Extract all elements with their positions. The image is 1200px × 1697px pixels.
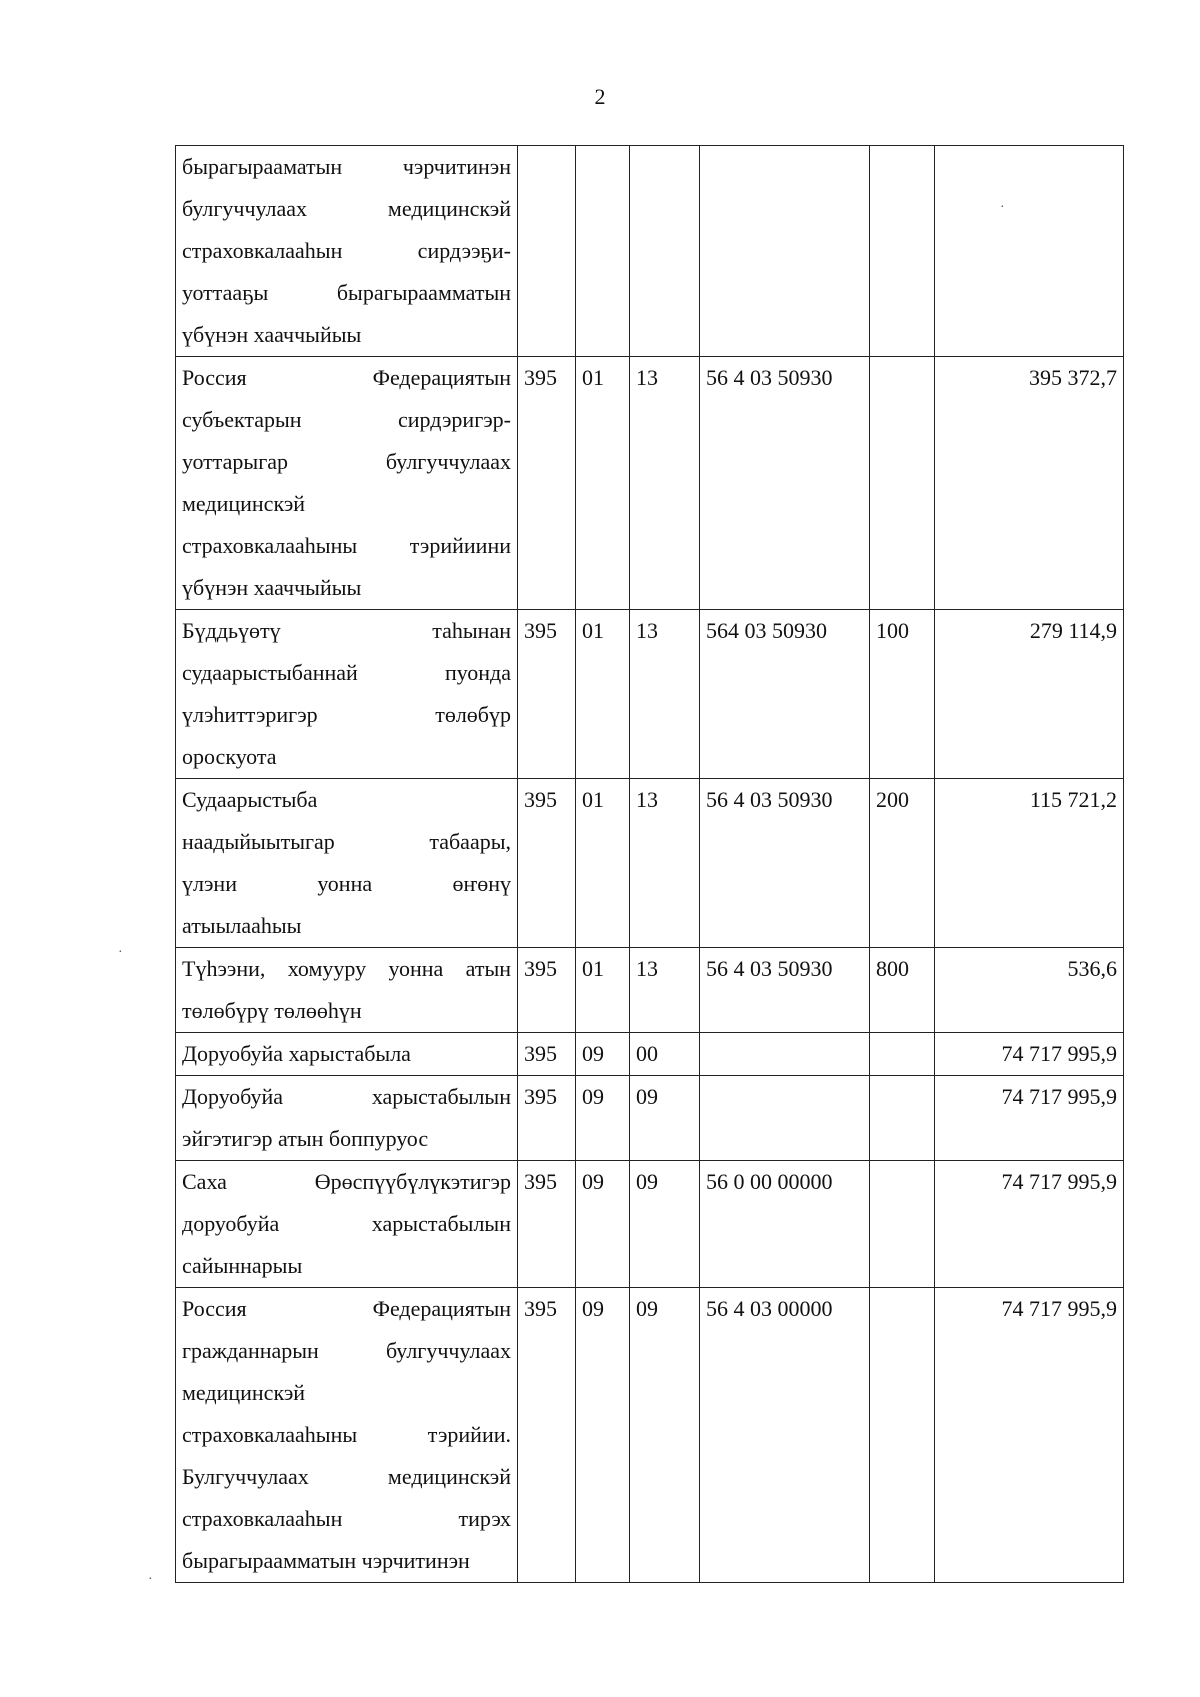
table-row <box>176 610 1124 779</box>
ministry-code: 395 <box>518 1033 576 1076</box>
expense-type-code: 100 <box>870 610 935 779</box>
row-description <box>176 1161 518 1288</box>
section-code: 09 <box>576 1076 630 1161</box>
row-description <box>176 610 518 779</box>
table-row <box>176 1161 1124 1288</box>
page-number: 2 <box>594 84 606 109</box>
description-line: страховкалааһыны тэрийии. <box>182 1422 511 1447</box>
expense-type-code <box>870 357 935 610</box>
row-description <box>176 1076 518 1161</box>
description-line: булгуччулаах медицинскэй <box>182 196 511 221</box>
table-body <box>176 146 1124 1583</box>
subsection-code: 13 <box>630 779 700 948</box>
target-article-code <box>700 1076 870 1161</box>
description-line: үлэни уонна өҥөнү <box>182 871 511 896</box>
description-line: сайыннарыы <box>182 1253 303 1278</box>
budget-table <box>175 145 1124 1583</box>
expense-type-code: 200 <box>870 779 935 948</box>
ministry-code: 395 <box>518 779 576 948</box>
section-code: 01 <box>576 610 630 779</box>
subsection-code: 09 <box>630 1161 700 1288</box>
target-article-code: 564 03 50930 <box>700 610 870 779</box>
table-row <box>176 1288 1124 1583</box>
table-row <box>176 948 1124 1033</box>
table-row <box>176 779 1124 948</box>
expense-type-code: 800 <box>870 948 935 1033</box>
subsection-code: 13 <box>630 357 700 610</box>
row-description <box>176 779 518 948</box>
subsection-code: 09 <box>630 1076 700 1161</box>
target-article-code <box>700 146 870 357</box>
description-line: атыылааһыы <box>182 913 302 938</box>
subsection-code <box>630 146 700 357</box>
description-line: страховкалааһын сирдээҕи- <box>182 238 511 263</box>
section-code: 09 <box>576 1288 630 1583</box>
expense-type-code <box>870 1033 935 1076</box>
description-line: медицинскэй <box>182 1380 306 1405</box>
ministry-code: 395 <box>518 610 576 779</box>
description-line: Булгуччулаах медицинскэй <box>182 1464 511 1489</box>
description-line: Россия Федерациятын <box>182 1296 511 1321</box>
target-article-code: 56 4 03 50930 <box>700 948 870 1033</box>
amount: 395 372,7 <box>935 357 1124 610</box>
amount: 536,6 <box>935 948 1124 1033</box>
description-line: Доруобуйа харыстабыла <box>182 1041 411 1066</box>
scan-speck: · <box>148 1572 153 1587</box>
target-article-code: 56 0 00 00000 <box>700 1161 870 1288</box>
description-line: субъектарын сирдэригэр- <box>182 407 511 432</box>
row-description <box>176 357 518 610</box>
section-code: 01 <box>576 948 630 1033</box>
description-line: Судаарыстыба <box>182 787 318 812</box>
scan-speck: · <box>1000 200 1005 215</box>
row-description <box>176 1288 518 1583</box>
description-line: наадыйыытыгар табаары, <box>182 829 511 854</box>
subsection-code: 13 <box>630 610 700 779</box>
table-row <box>176 1033 1124 1076</box>
description-line: үбүнэн хааччыйыы <box>182 575 362 600</box>
description-line: эйгэтигэр атын боппуруос <box>182 1126 429 1151</box>
description-line: страховкалааһын тирэх <box>182 1506 511 1531</box>
ministry-code: 395 <box>518 1076 576 1161</box>
description-line: үлэһиттэригэр төлөбүр <box>182 702 511 727</box>
amount: 74 717 995,9 <box>935 1076 1124 1161</box>
description-line: төлөбүрү төлөөһүн <box>182 998 362 1023</box>
description-line: бырагыраамматын чэрчитинэн <box>182 1548 470 1573</box>
description-line: Түһээни, хомууру уонна атын <box>182 956 511 981</box>
description-line: Россия Федерациятын <box>182 365 511 390</box>
ministry-code <box>518 146 576 357</box>
ministry-code: 395 <box>518 1288 576 1583</box>
description-line: страховкалааһыны тэрийиини <box>182 533 511 558</box>
subsection-code: 00 <box>630 1033 700 1076</box>
ministry-code: 395 <box>518 1161 576 1288</box>
description-line: уоттааҕы бырагыраамматын <box>182 280 511 305</box>
scan-speck: · <box>118 945 123 960</box>
expense-type-code <box>870 1288 935 1583</box>
amount <box>935 146 1124 357</box>
amount: 115 721,2 <box>935 779 1124 948</box>
target-article-code: 56 4 03 00000 <box>700 1288 870 1583</box>
expense-type-code <box>870 146 935 357</box>
table-row <box>176 357 1124 610</box>
ministry-code: 395 <box>518 357 576 610</box>
description-line: судаарыстыбаннай пуонда <box>182 660 511 685</box>
description-line: Саха Өрөспүүбүлүкэтигэр <box>182 1169 511 1194</box>
ministry-code: 395 <box>518 948 576 1033</box>
description-line: Доруобуйа харыстабылын <box>182 1084 511 1109</box>
amount: 74 717 995,9 <box>935 1161 1124 1288</box>
target-article-code <box>700 1033 870 1076</box>
table-row <box>176 146 1124 357</box>
section-code: 09 <box>576 1161 630 1288</box>
description-line: ороскуота <box>182 744 277 769</box>
row-description <box>176 948 518 1033</box>
amount: 74 717 995,9 <box>935 1288 1124 1583</box>
description-line: бырагырааматын чэрчитинэн <box>182 154 511 179</box>
subsection-code: 13 <box>630 948 700 1033</box>
amount: 279 114,9 <box>935 610 1124 779</box>
table-row <box>176 1076 1124 1161</box>
description-line: үбүнэн хааччыйыы <box>182 322 362 347</box>
target-article-code: 56 4 03 50930 <box>700 779 870 948</box>
row-description <box>176 1033 518 1076</box>
row-description <box>176 146 518 357</box>
description-line: гражданнарын булгуччулаах <box>182 1338 511 1363</box>
description-line: медицинскэй <box>182 491 306 516</box>
expense-type-code <box>870 1076 935 1161</box>
amount: 74 717 995,9 <box>935 1033 1124 1076</box>
expense-type-code <box>870 1161 935 1288</box>
section-code: 01 <box>576 779 630 948</box>
subsection-code: 09 <box>630 1288 700 1583</box>
description-line: доруобуйа харыстабылын <box>182 1211 511 1236</box>
section-code: 09 <box>576 1033 630 1076</box>
description-line: Бүддьүөтү таһынан <box>182 618 511 643</box>
description-line: уоттарыгар булгуччулаах <box>182 449 511 474</box>
target-article-code: 56 4 03 50930 <box>700 357 870 610</box>
section-code <box>576 146 630 357</box>
section-code: 01 <box>576 357 630 610</box>
